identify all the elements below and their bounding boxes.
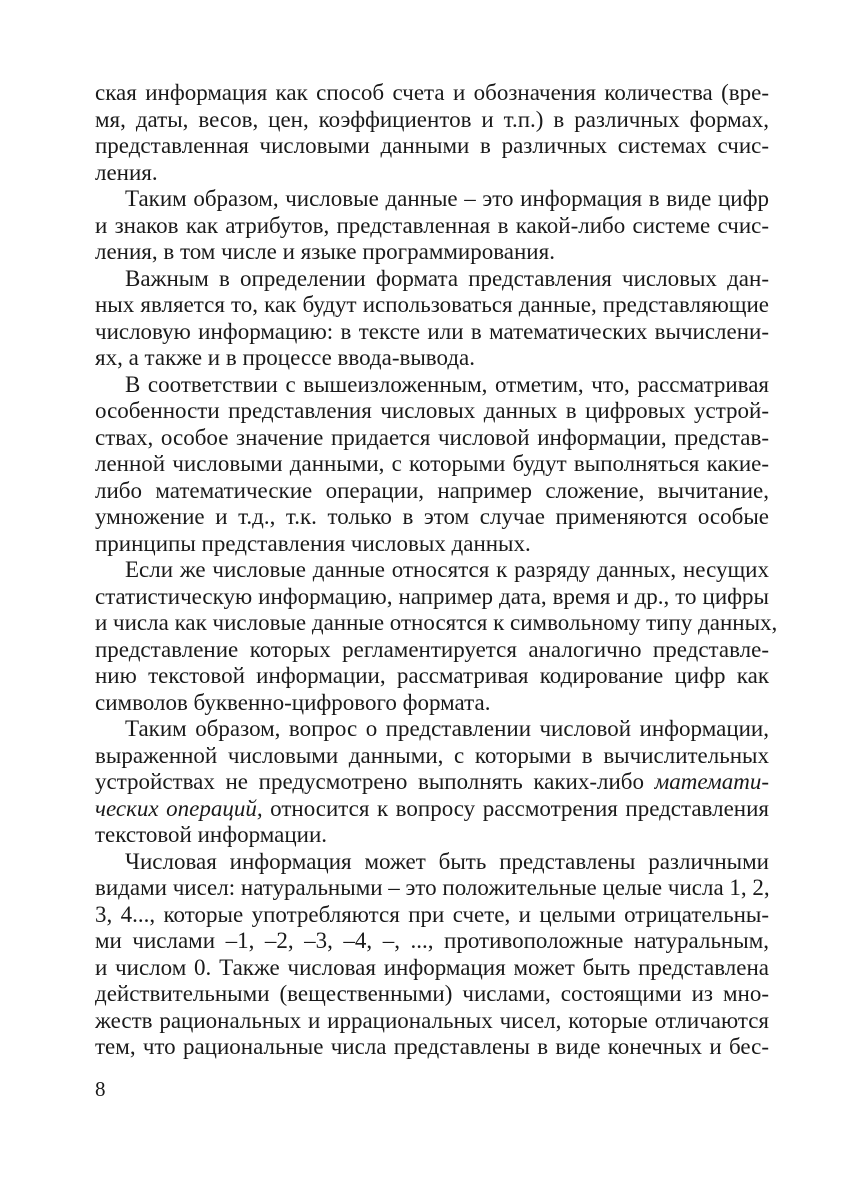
text-line: и знаков как атрибутов, представленная в какой-либо системе счис- [95,212,769,238]
text-line: В соответствии с вышеизложенным, отметим, что, рассматривая [125,371,769,397]
text-line [95,796,769,823]
italic-text: математи- [654,769,769,794]
text-line: ствах, особое значение придается числовой информации, представ- [95,424,769,450]
text-line: числовую информацию: в тексте или в математических вычислени- [95,318,769,344]
paragraph [95,557,778,716]
text-line: действительными (вещественными) числами, состоящими из мно- [95,981,769,1006]
text-line: ленной числовыми данными, с которыми будут выполняться какие- [95,451,769,476]
text-line: выраженной числовыми данными, с которыми в вычислительных [95,742,769,768]
paragraph [95,80,769,186]
text-line: нию текстовой информации, рассматривая кодирование цифр как [95,663,769,688]
paragraph [95,849,769,1061]
text-line: представление которых регламентируется аналогично представле- [95,636,769,662]
text-line: тем, что рациональные числа представлены в виде конечных и бес- [95,1034,769,1059]
paragraph [95,716,769,849]
text-line: Важным в определении формата представления числовых дан- [125,265,769,291]
text-line: особенности представления числовых данных в цифровых устрой- [95,398,769,423]
paragraph [95,372,769,558]
text-line: ская информация как способ счета и обозначения количества (вре- [95,80,769,105]
text-line: либо математические операции, например сложение, вычитание, [95,477,769,503]
text-line: статистическую информацию, например дата, время и др., то цифры [95,583,769,609]
paragraph [95,186,769,266]
text-line: видами чисел: натуральными – это положительные целые числа 1, 2, [95,875,770,900]
text-line: ления. [95,159,158,185]
text-line: Таким образом, числовые данные – это информация в виде цифр [125,186,769,211]
page-number: 8 [95,1077,106,1101]
text-line: мя, даты, весов, цен, коэффициентов и т.п.) в различных формах, [95,106,769,132]
text-line: 3, 4..., которые употребляются при счете, и целыми отрицательны- [95,901,769,927]
text-line: ления, в том числе и языке программирования. [95,239,555,264]
text-line: ных является то, как будут использоваться данные, представляющие [95,292,769,317]
text-line: символов буквенно-цифрового формата. [95,689,491,715]
text-line: умножение и т.д., т.к. только в этом случае применяются особые [95,504,769,529]
text-run: устройствах не предусмотрено выполнять каких-либо [95,769,655,794]
text-line: Если же числовые данные относятся к разряду данных, несущих [125,557,769,582]
text-line: текстовой информации. [95,822,328,847]
text-line: и числа как числовые данные относятся к символьному типу данных, [95,610,778,635]
text-line: ми числами –1, –2, –3, –4, –, ..., противоположные натуральным, [95,928,769,953]
text-line: ях, а также и в процессе ввода-вывода. [95,345,476,370]
text-line [95,769,769,796]
text-line: Числовая информация может быть представлены различными [125,848,769,874]
text-line: принципы представления числовых данных. [95,530,531,556]
text-line: представленная числовыми данными в различных системах счис- [95,133,769,158]
body-text [95,80,778,1061]
text-run: относится к вопросу рассмотрения представления [262,795,769,821]
italic-text: ческих операций, [95,795,263,821]
text-line: и числом 0. Также числовая информация может быть представлена [95,954,769,980]
text-line: жеств рациональных и иррациональных чисел, которые отличаются [95,1007,769,1033]
paragraph [95,266,769,372]
text-line: Таким образом, вопрос о представлении числовой информации, [125,716,769,741]
